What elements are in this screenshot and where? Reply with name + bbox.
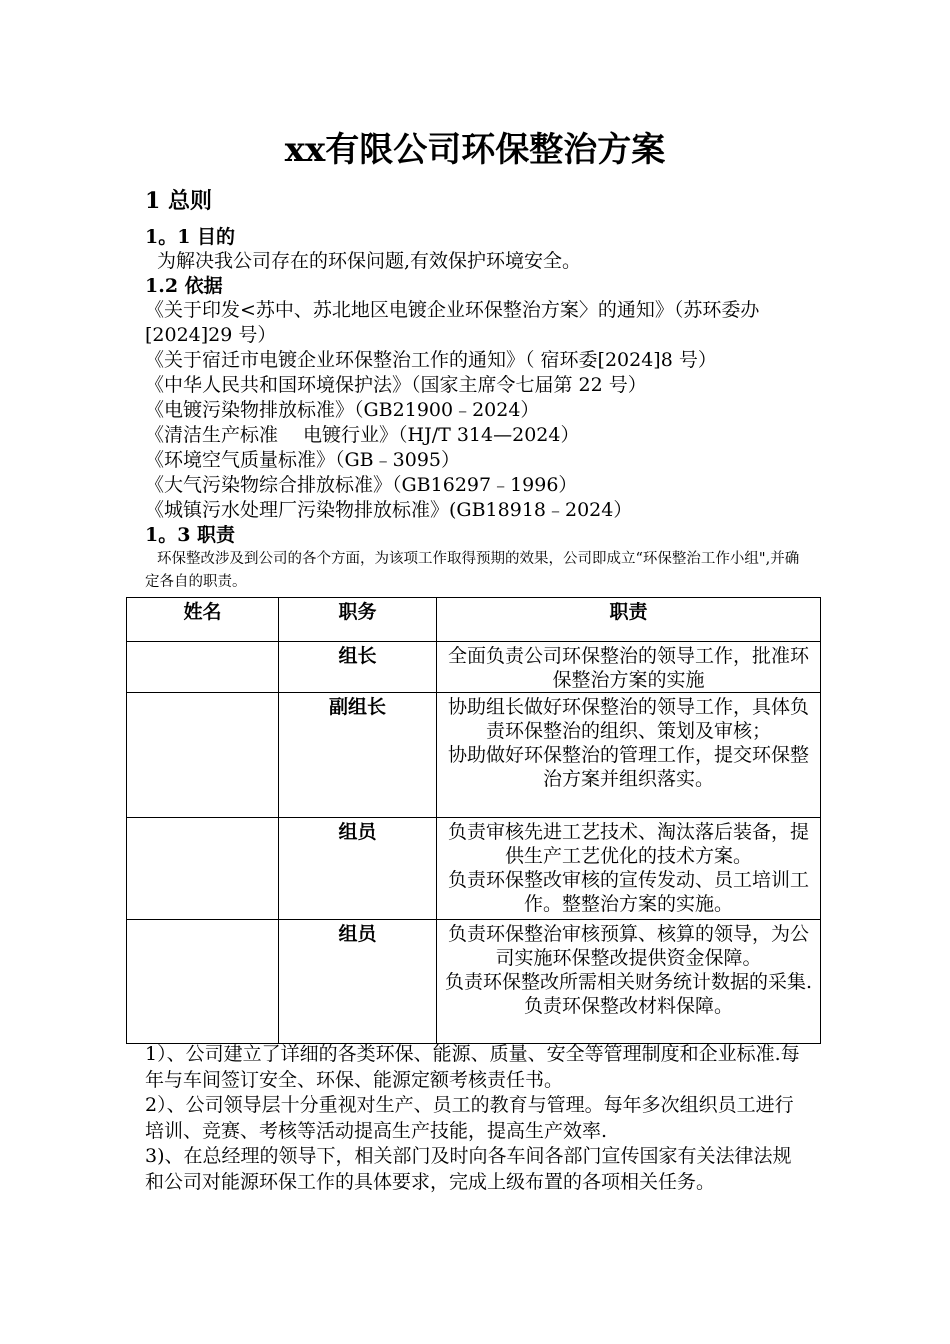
basis-item: 《大气污染物综合排放标准》（GB16297﹣1996） bbox=[145, 474, 578, 496]
table-row bbox=[127, 642, 821, 693]
basis-item: 《中华人民共和国环境保护法》（国家主席令七届第 22 号） bbox=[145, 374, 647, 396]
basis-item: 《清洁生产标准 电镀行业》（HJ/T 314—2024） bbox=[145, 424, 580, 446]
table-row bbox=[127, 920, 821, 1044]
cell-role: 副组长 bbox=[279, 693, 437, 818]
document-title: xx有限公司环保整治方案 bbox=[284, 130, 666, 170]
basis-item: 《环境空气质量标准》（GB﹣3095） bbox=[145, 449, 460, 471]
cell-name bbox=[127, 920, 279, 1044]
cell-name bbox=[127, 642, 279, 693]
basis-item: 《城镇污水处理厂污染物排放标准》(GB18918﹣2024） bbox=[145, 499, 633, 521]
cell-name bbox=[127, 693, 279, 818]
basis-item: 《关于印发<苏中、苏北地区电镀企业环保整治方案〉的通知》（苏环委办[2024]29 号） bbox=[145, 299, 760, 346]
heading-basis: 1.2 依据 bbox=[145, 275, 223, 297]
purpose-text: 为解决我公司存在的环保问题,有效保护环境安全。 bbox=[157, 250, 582, 272]
duty-table bbox=[126, 597, 821, 1044]
heading-duties: 1。3 职责 bbox=[145, 524, 236, 546]
cell-duty: 负责审核先进工艺技术、淘汰落后装备，提供生产工艺优化的技术方案。 负责环保整改审核的宣传发动、员工培训工作。整整治方案的实施。 bbox=[437, 818, 821, 920]
cell-name bbox=[127, 818, 279, 920]
table-header-row bbox=[127, 598, 821, 642]
cell-duty: 负责环保整治审核预算、核算的领导，为公司实施环保整改提供资金保障。 负责环保整改所需相关财务统计数据的采集. 负责环保整改材料保障。 bbox=[437, 920, 821, 1044]
table-row bbox=[127, 818, 821, 920]
note-paragraph: 2）、公司领导层十分重视对生产、员工的教育与管理。每年多次组织员工进行培训、竞赛、考核等活动提高生产技能，提高生产效率. bbox=[145, 1094, 794, 1142]
cell-role: 组长 bbox=[279, 642, 437, 693]
cell-duty: 全面负责公司环保整治的领导工作，批准环保整治方案的实施 bbox=[437, 642, 821, 693]
notes-block bbox=[145, 1042, 810, 1195]
cell-role: 组员 bbox=[279, 818, 437, 920]
column-header-duty: 职责 bbox=[437, 598, 821, 642]
table-row bbox=[127, 693, 821, 818]
note-paragraph: 3)、在总经理的领导下，相关部门及时向各车间各部门宣传国家有关法律法规和公司对能源环保工作的具体要求，完成上级布置的各项相关任务。 bbox=[145, 1145, 792, 1193]
cell-role: 组员 bbox=[279, 920, 437, 1044]
column-header-role: 职务 bbox=[279, 598, 437, 642]
basis-item: 《电镀污染物排放标准》（GB21900﹣2024） bbox=[145, 399, 540, 421]
column-header-name: 姓名 bbox=[127, 598, 279, 642]
basis-item: 《关于宿迁市电镀企业环保整治工作的通知》（ 宿环委[2024]8 号） bbox=[145, 349, 717, 371]
duties-intro: 环保整改涉及到公司的各个方面，为该项工作取得预期的效果，公司即成立“环保整治工作小组",并确定各自的职责。 bbox=[145, 551, 800, 590]
cell-duty: 协助组长做好环保整治的领导工作，具体负责环保整治的组织、策划及审核； 协助做好环保整治的管理工作，提交环保整治方案并组织落实。 bbox=[437, 693, 821, 818]
section-heading-general: 1 总则 bbox=[145, 188, 212, 214]
note-paragraph: 1）、公司建立了详细的各类环保、能源、质量、安全等管理制度和企业标准.每年与车间签订安全、环保、能源定额考核责任书。 bbox=[145, 1043, 800, 1091]
heading-purpose: 1。1 目的 bbox=[145, 226, 236, 248]
